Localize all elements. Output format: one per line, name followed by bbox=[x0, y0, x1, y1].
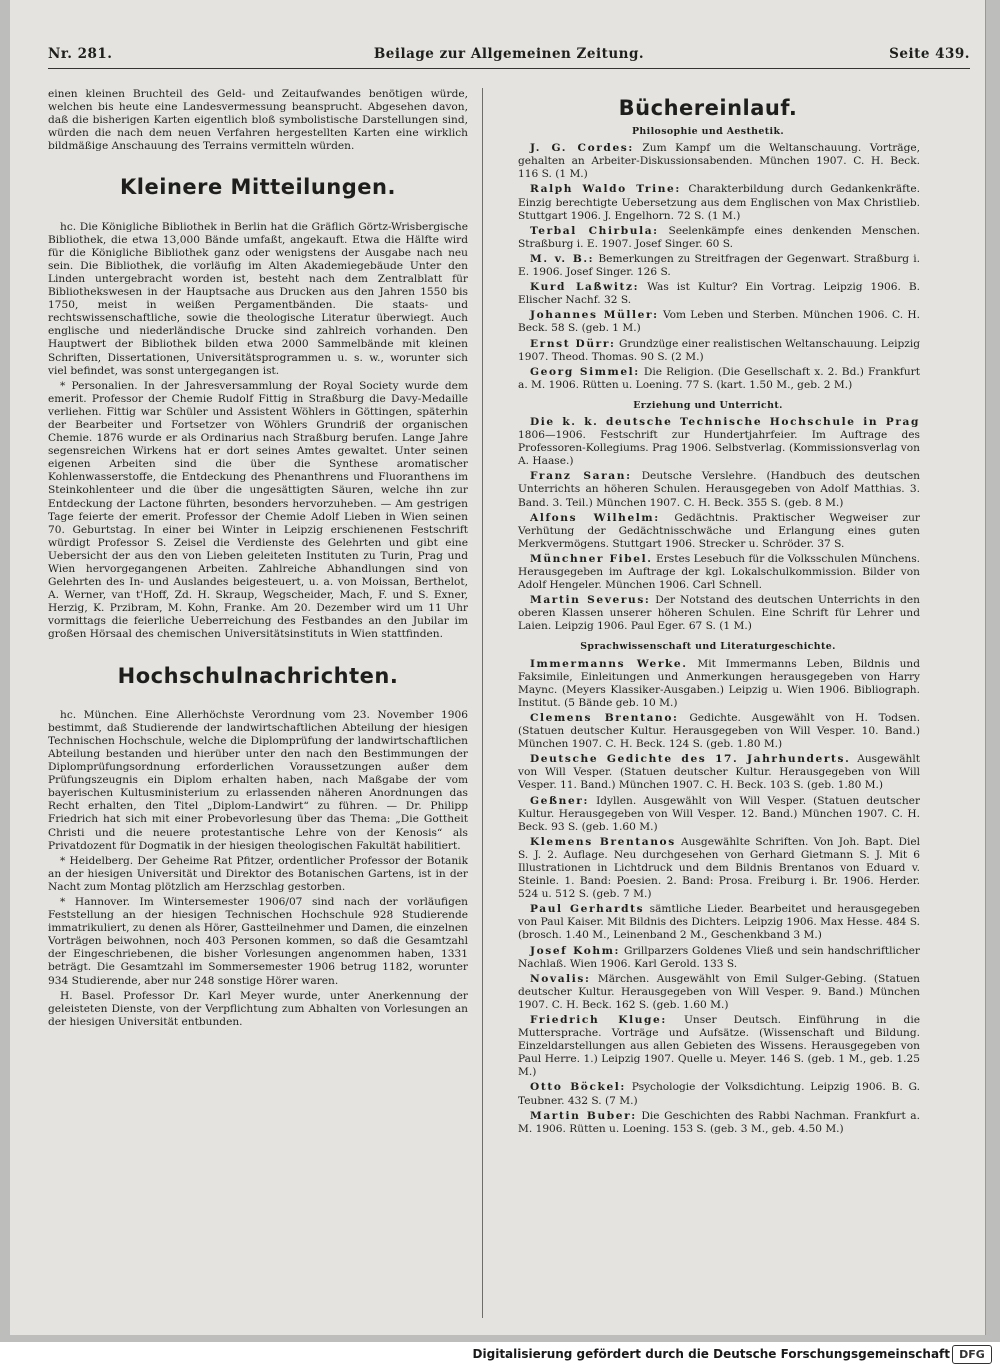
bib-entry bbox=[496, 903, 920, 942]
linguistics-list bbox=[496, 658, 920, 1136]
category-linguistics: Sprachwissenschaft und Literaturgeschichte. bbox=[580, 641, 836, 653]
buechereinlauf-heading: Büchereinlauf. bbox=[618, 96, 798, 120]
bib-author: Deutsche Gedichte des 17. Jahrhunderts. bbox=[530, 753, 851, 766]
bib-details: Mit Immermanns Leben, Bildnis und Faksimile, Einleitungen und Anmerkungen herausgegeben von Harry Maync. (Meyers Klassiker-Ausgaben.) Leipzig u. Wien 1906. Bibliograph. Institut. (5 Bände geb. 10 M.) bbox=[518, 657, 920, 709]
category-education: Erziehung und Unterricht. bbox=[633, 399, 783, 411]
bib-details: Deutsche Verslehre. (Handbuch des deutschen Unterrichts an höheren Schulen. Herausgegeben von Adolf Matthias. 3. Band. 3. Teil.) München 1907. C. H. Beck. 355 S. (geb. 8 M.) bbox=[518, 470, 920, 509]
bib-entry bbox=[496, 753, 920, 792]
bib-details: Unser Deutsch. Einführung in die Muttersprache. Vorträge und Aufsätze. (Wissenschaft und Bildung. Einzeldarstellungen aus allen Gebieten des Wissens. Herausgegeben von Paul Herre. 1.) Leipzig 1907. Quelle u. Meyer. 146 S. (geb. 1 M., geb. 1.25 M.) bbox=[518, 1014, 920, 1079]
footer-credit: Digitalisierung gefördert durch die Deutsche Forschungsgemeinschaft bbox=[472, 1347, 950, 1361]
bib-details: Seelenkämpfe eines denkenden Menschen. Straßburg i. E. 1907. Josef Singer. 60 S. bbox=[518, 224, 920, 250]
bib-entry bbox=[496, 309, 920, 335]
bib-entry bbox=[496, 366, 920, 392]
bib-entry bbox=[496, 1014, 920, 1079]
intro-paragraph: einen kleinen Bruchteil des Geld- und Zeitaufwandes benötigen würde, welchen bis heute eine Landesvermessung beansprucht. Abgesehen davon, daß die bisherigen Karten eigentlich bloß symbolistische Darstellungen sind, würden die nach dem neuen Verfahren hergestellten Karten eine wirklich bildmäßige Anschauung des Terrains vermitteln würden. bbox=[48, 88, 468, 153]
bib-author: Josef Kohm: bbox=[530, 944, 621, 957]
bib-entry bbox=[496, 795, 920, 834]
bib-entry bbox=[496, 338, 920, 364]
bib-details: Vom Leben und Sterben. München 1906. C. H. Beck. 58 S. (geb. 1 M.) bbox=[518, 309, 920, 335]
bib-entry bbox=[496, 470, 920, 509]
bib-entry bbox=[496, 183, 920, 222]
bib-entry bbox=[496, 225, 920, 251]
bib-entry bbox=[496, 658, 920, 710]
footer-bar bbox=[0, 1342, 1000, 1366]
bib-author: Friedrich Kluge: bbox=[530, 1014, 667, 1026]
bib-author: Immermanns Werke. bbox=[530, 657, 688, 670]
bib-entry bbox=[496, 712, 920, 751]
hochschul-heading: Hochschulnachrichten. bbox=[117, 663, 399, 688]
bib-author: Ralph Waldo Trine: bbox=[530, 183, 681, 196]
bib-details: Was ist Kultur? Ein Vortrag. Leipzig 1906. B. Elischer Nachf. 32 S. bbox=[518, 281, 920, 307]
bib-details: 1806—1906. Festschrift zur Hundertjahrfeier. Im Auftrage des Professoren-Kollegiums. Prag 1906. Selbstverlag. (Kommissionsverlag von A. Haase.) bbox=[518, 429, 920, 468]
bib-details: Der Notstand des deutschen Unterrichts in den oberen Klassen unserer höheren Schulen. Eine Schrift für Lehrer und Laien. Leipzig 1906. Paul Eger. 67 S. (1 M.) bbox=[518, 594, 920, 633]
hannover-paragraph: * Hannover. Im Wintersemester 1906/07 sind nach der vorläufigen Feststellung an der hiesigen Technischen Hochschule 928 Studierende immatrikuliert, zu denen als Hörer, Gastteilnehmer und Damen, die einzelnen Vorträgen beiwohnen, noch 403 Personen kommen, so daß die Gesamtzahl der Eingeschriebenen, die bisher Vorlesungen angenommen haben, 1331 beträgt. Die Gesamtzahl im Sommersemester 1906 betrug 1182, worunter 934 Studierende, aber nur 248 sonstige Hörer waren. bbox=[48, 895, 468, 987]
bib-author: Ernst Dürr: bbox=[530, 337, 616, 350]
library-news-paragraph: hc. Die Königliche Bibliothek in Berlin hat die Gräflich Görtz-Wrisbergische Bibliothek, die etwa 13,000 Bände umfaßt, angekauft. Etwa die Hälfte wird für die Königliche Bibliothek ganz oder wenigstens der Ausgabe nach neu sein. Die Bibliothek, die vorläufig im Alten Akademiegebäude Unter den Linden untergebracht worden ist, besteht nach dem Zentralblatt für Bibliothekswesen in der Hauptsache aus Drucken aus den Jahren 1550 bis 1750, meist in weißen Pergamentbänden. Die staats- und rechtswissenschaftliche, sowie die theologische Literatur überwiegt. Auch englische und niederländische Drucke sind zahlreich vorhanden. Den Hauptwert der Bibliothek bilden etwa 2000 Sammelbände mit kleinen Schriften, Dissertationen, Universitätsprogrammen u. s. w., worunter sich viel befindet, was sonst untergegangen ist. bbox=[48, 220, 468, 377]
bib-author: Georg Simmel: bbox=[530, 365, 640, 378]
education-list bbox=[496, 416, 920, 634]
bib-details: Gedichte. Ausgewählt von H. Todsen. (Statuen deutscher Kultur. Herausgegeben von Will Vesper. 10. Band.) München 1907. C. H. Beck. 124 S. (geb. 1.80 M.) bbox=[518, 711, 920, 751]
issue-number: Nr. 281. bbox=[48, 46, 113, 62]
bib-details: Märchen. Ausgewählt von Emil Sulger-Gebing. (Statuen deutscher Kultur. Herausgegeben von Will Vesper. 9. Band.) München 1907. C. H. Beck. 162 S. (geb. 1.60 M.) bbox=[518, 972, 920, 1011]
bib-details: Ausgewählt von Will Vesper. (Statuen deutscher Kultur. Herausgegeben von Will Vesper. 11. Band.) München 1907. C. H. Beck. 103 S. (geb. 1.80 M.) bbox=[518, 753, 920, 792]
bib-author: Alfons Wilhelm: bbox=[530, 511, 660, 524]
bib-entry bbox=[496, 553, 920, 592]
header-rule bbox=[48, 68, 970, 69]
publication-title: Beilage zur Allgemeinen Zeitung. bbox=[373, 46, 645, 62]
bib-author: Novalis: bbox=[530, 972, 591, 985]
bib-details: Erstes Lesebuch für die Volksschulen Münchens. Herausgegeben im Auftrage der kgl. Lokalschulkommission. Bilder von Adolf Hengeler. München 1906. Carl Schnell. bbox=[518, 552, 920, 592]
basel-paragraph: H. Basel. Professor Dr. Karl Meyer wurde, unter Anerkennung der geleisteten Dienste, von der Verpflichtung zum Abhalten von Vorlesungen an der hiesigen Universität entbunden. bbox=[48, 989, 468, 1028]
bib-entry bbox=[496, 945, 920, 971]
bib-details: Zum Kampf um die Weltanschauung. Vorträge, gehalten an Arbeiter-Diskussionsabenden. München 1907. C. H. Beck. 116 S. (1 M.) bbox=[518, 142, 920, 181]
page-number: Seite 439. bbox=[889, 46, 970, 62]
bib-author: Martin Buber: bbox=[530, 1109, 637, 1122]
bib-entry bbox=[496, 416, 920, 468]
mitteilungen-heading: Kleinere Mitteilungen. bbox=[120, 175, 396, 200]
bib-details: Bemerkungen zu Streitfragen der Gegenwart. Straßburg i. E. 1906. Josef Singer. 126 S. bbox=[518, 252, 920, 279]
bib-details: Gedächtnis. Praktischer Wegweiser zur Verhütung der Gedächtnisschwäche und Erlangung eines guten Merkvermögens. Stuttgart 1906. Strecker u. Schröder. 37 S. bbox=[518, 511, 920, 550]
bib-author: Franz Saran: bbox=[530, 470, 632, 483]
bib-author: Johannes Müller: bbox=[530, 309, 659, 322]
bib-entry bbox=[496, 1081, 920, 1107]
category-philosophy: Philosophie und Aesthetik. bbox=[631, 126, 785, 138]
bib-author: Kurd Laßwitz: bbox=[530, 281, 640, 294]
bib-details: Grillparzers Goldenes Vließ und sein handschriftlicher Nachlaß. Wien 1906. Karl Gerold. 133 S. bbox=[518, 944, 920, 970]
running-head bbox=[48, 46, 970, 68]
bib-entry bbox=[496, 253, 920, 279]
bib-author: Martin Severus: bbox=[530, 594, 651, 607]
bib-details: Die Religion. (Die Gesellschaft x. 2. Bd.) Frankfurt a. M. 1906. Rütten u. Loening. 77 S. (kart. 1.50 M., geb. 2 M.) bbox=[518, 365, 920, 391]
bib-entry bbox=[496, 594, 920, 633]
bib-author: Terbal Chirbula: bbox=[530, 224, 659, 237]
bib-author: Klemens Brentanos bbox=[530, 835, 676, 848]
bib-details: Charakterbildung durch Gedankenkräfte. Einzig berechtigte Uebersetzung aus dem Englischen von Max Christlieb. Stuttgart 1906. J. Engelhorn. 72 S. (1 M.) bbox=[518, 183, 920, 222]
column-separator bbox=[482, 88, 483, 1318]
bib-entry bbox=[496, 281, 920, 307]
bib-entry bbox=[496, 512, 920, 551]
bib-details: Grundzüge einer realistischen Weltanschauung. Leipzig 1907. Theod. Thomas. 90 S. (2 M.) bbox=[518, 337, 920, 363]
muenchen-paragraph: hc. München. Eine Allerhöchste Verordnung vom 23. November 1906 bestimmt, daß Studierende der landwirtschaftlichen Abteilung der hiesigen Technischen Hochschule, welche die Diplomprüfung der landwirtschaftlichen Abteilung bestanden und hierüber unter den nach den Bestimmungen der Diplomprüfungsordnung erforderlichen Voraussetzungen außer dem Prüfungszeugnis ein Diplom erhalten haben, nach Maßgabe der vom bayerischen Kultusministerium zu erlassenden näheren Anordnungen das Recht erhalten, den Titel „Diplom-Landwirt“ zu führen. — Dr. Philipp Friedrich hat sich mit einer Probevorlesung über das Thema: „Die Gottheit Christi und die neuere protestantische Lehre von der Kenosis“ als Privatdozent für Dogmatik in der hiesigen theologischen Fakultät habilitiert. bbox=[48, 708, 468, 852]
dfg-logo: DFG bbox=[952, 1345, 992, 1364]
bib-author: M. v. B.: bbox=[530, 252, 595, 265]
bib-author: Clemens Brentano: bbox=[530, 711, 679, 724]
bib-details: Ausgewählte Schriften. Von Joh. Bapt. Diel S. J. 2. Auflage. Neu durchgesehen von Gerhard Gietmann S. J. Mit 6 Illustrationen in Lichtdruck und dem Bildnis Brentanos von Eduard v. Steinle. 1. Band: Poesien. 2. Band: Prosa. Freiburg i. Br. 1906. Herder. 524 u. 512 S. (geb. 7 M.) bbox=[518, 835, 920, 901]
right-column bbox=[496, 88, 920, 1318]
bib-details: sämtliche Lieder. Bearbeitet und herausgegeben von Paul Kaiser. Mit Bildnis des Dichters. Leipzig 1906. Max Hesse. 484 S. (brosch. 1.40 M., Leinenband 2 M., Geschenkband 3 M.) bbox=[518, 903, 920, 942]
bib-details: Die Geschichten des Rabbi Nachman. Frankfurt a. M. 1906. Rütten u. Loening. 153 S. (geb. 3 M., geb. 4.50 M.) bbox=[518, 1109, 920, 1135]
philosophy-list bbox=[496, 142, 920, 392]
bib-author: Otto Böckel: bbox=[530, 1081, 626, 1094]
bib-entry bbox=[496, 973, 920, 1012]
bib-details: Idyllen. Ausgewählt von Will Vesper. (Statuen deutscher Kultur. Herausgegeben von Will Vesper. 12. Band.) München 1907. C. H. Beck. 93 S. (geb. 1.60 M.) bbox=[518, 794, 920, 833]
heidelberg-paragraph: * Heidelberg. Der Geheime Rat Pfitzer, ordentlicher Professor der Botanik an der hiesigen Universität und Direktor des Botanischen Gartens, ist in der Nacht zum Montag plötzlich am Herzschlag gestorben. bbox=[48, 854, 468, 893]
bib-author: Geßner: bbox=[530, 794, 589, 807]
bib-author: Die k. k. deutsche Technische Hochschule in Prag bbox=[530, 415, 920, 428]
bib-entry bbox=[496, 1110, 920, 1136]
personalien-paragraph: * Personalien. In der Jahresversammlung der Royal Society wurde dem emerit. Professor der Chemie Rudolf Fittig in Straßburg die Davy-Medaille verliehen. Fittig war Schüler und Assistent Wöhlers in Göttingen, späterhin der Bearbeiter und Fortsetzer von Wöhlers Grundriß der organischen Chemie. 1876 wurde er als Ordinarius nach Straßburg berufen. Lange Jahre segensreichen Wirkens hat er dort seines Amtes gewaltet. Unter seinen eigenen Arbeiten sind die über die Synthese aromatischer Kohlenwasserstoffe, die Entdeckung des Phenanthrens und Fluoranthens im Steinkohlenteer und die über die ungesättigten Säuren, welche ihn zur Entdeckung der Lactone führten, besonders hervorzuheben. — Am gestrigen Tage feierte der emerit. Professor der Chemie Adolf Lieben in Wien seinen 70. Geburtstag. In einer bei Winter in Leipzig erschienenen Festschrift würdigt Professor S. Zeisel die Verdienste des Gelehrten und gibt eine Uebersicht der aus den von Lieben geleiteten Instituten zu Turin, Prag und Wien hervorgegangenen Arbeiten. Zahlreiche Abhandlungen sind von Gelehrten des In- und Auslandes beigesteuert, u. a. von Moissan, Berthelot, A. Werner, van t'Hoff, Zd. H. Skraup, Wegscheider, Mach, F. und S. Exner, Herzig, K. Przibram, M. Kohn, Franke. Am 20. Dezember wird um 11 Uhr vormittags die feierliche Ueberreichung des Festbandes an den Jubilar im großen Hörsaal des chemischen Universitätsinstituts in Wien stattfinden. bbox=[48, 379, 468, 641]
bib-entry bbox=[496, 142, 920, 181]
left-column bbox=[48, 88, 468, 1318]
bib-details: Psychologie der Volksdichtung. Leipzig 1906. B. G. Teubner. 432 S. (7 M.) bbox=[518, 1081, 920, 1107]
bib-author: Paul Gerhardts bbox=[530, 903, 645, 916]
bib-author: J. G. Cordes: bbox=[530, 142, 634, 155]
bib-entry bbox=[496, 836, 920, 901]
bib-author: Münchner Fibel. bbox=[530, 552, 653, 565]
